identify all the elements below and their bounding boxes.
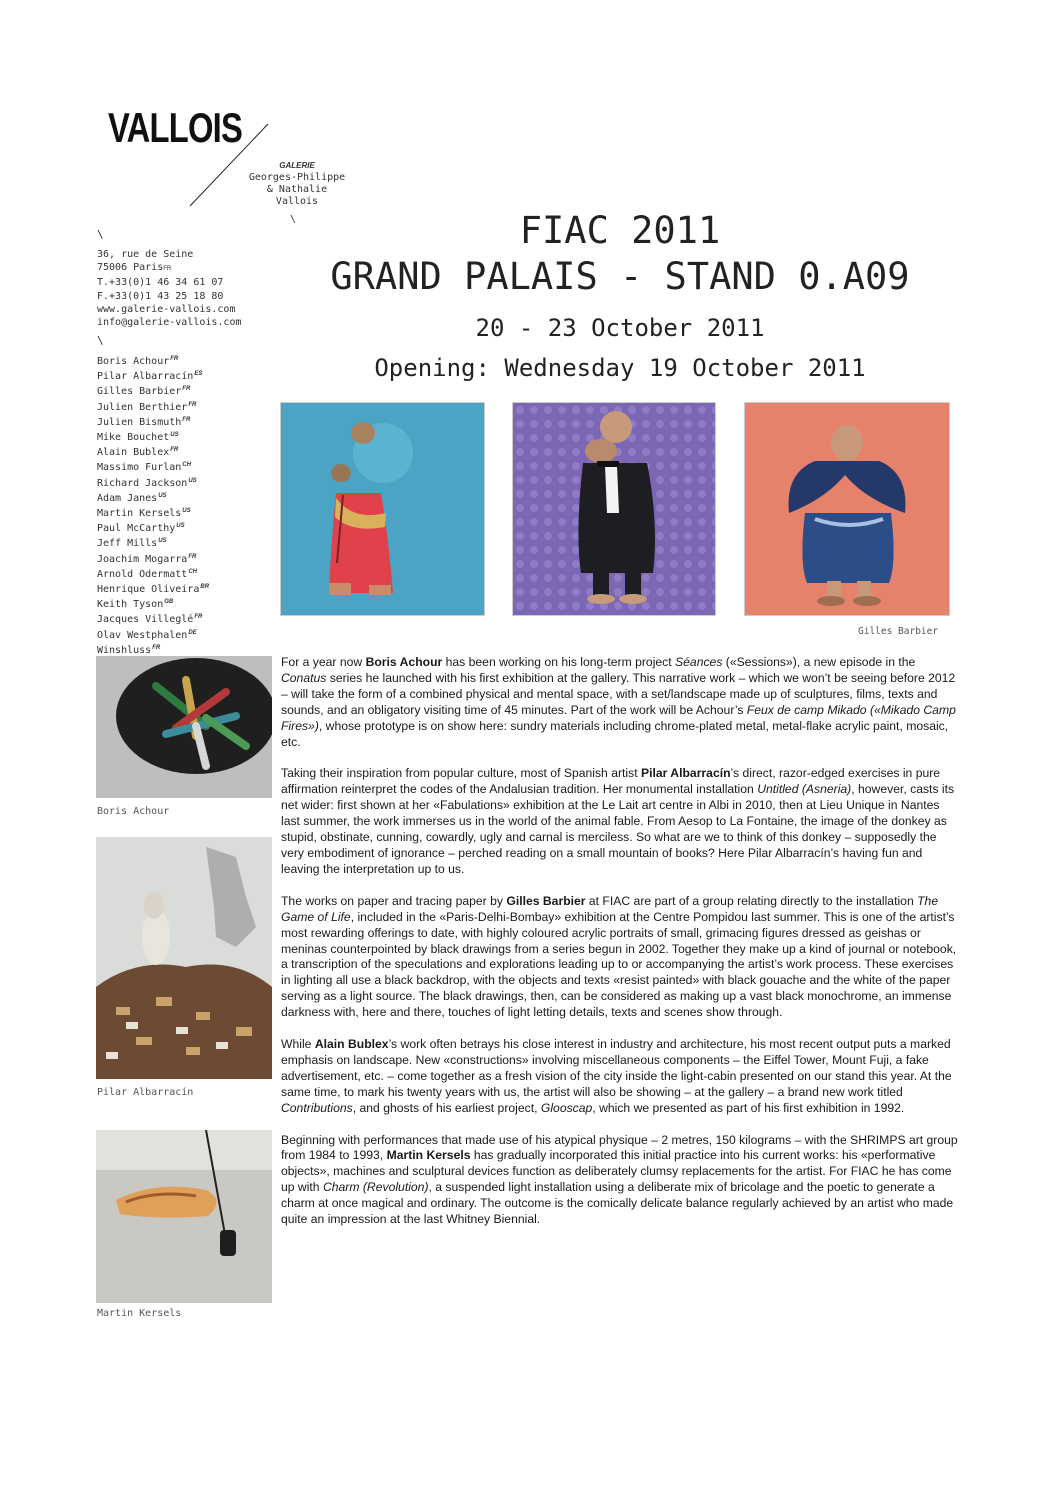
address-street: 36, rue de Seine <box>97 249 194 260</box>
country-code: CH <box>188 568 197 575</box>
text: , however, casts its net wider: first shown at her «Fabulations» exhibition at the Le Lait art centre in Albi in 2010, then at Lieu Unique in Nantes last summer, the work immerses us in the world of the animal fable. From Aesop to La Fontaine, the image of the donkey as stupid, obstinate, cunning, cowardly, ugly and carnal is merciless. So what are we to think of this donkey – supposedly the very embodiment of ignorance – perched reading on a small mountain of books? Here Pilar Albarracín’s having fun and leaving the interpretation up to us. <box>281 782 955 876</box>
text: , and ghosts of his earliest project, <box>352 1100 541 1115</box>
artist-list-item[interactable] <box>97 611 209 626</box>
artist-name: Gilles Barbier <box>97 386 182 398</box>
artwork-donkey-image <box>96 837 272 1079</box>
fax-number: F.+33(0)1 43 25 18 80 <box>97 290 224 302</box>
country-code: FR <box>188 401 197 408</box>
artist-name: Massimo Furlan <box>97 462 182 474</box>
owner-line-2: & Nathalie <box>266 184 328 195</box>
country-code: US <box>170 432 179 439</box>
artist-name: Arnold Odermatt <box>97 568 188 580</box>
artwork-geisha-image <box>280 402 485 616</box>
country-tag: FR <box>163 266 172 273</box>
artist-list-item[interactable] <box>97 383 209 398</box>
artwork-mikado-image <box>96 656 272 798</box>
paragraph-alain-bublex <box>281 1037 958 1117</box>
artist-list-item[interactable] <box>97 642 209 657</box>
artist-name: Richard Jackson <box>97 477 188 489</box>
text: at FIAC are part of a group relating directly to the installation <box>585 893 918 908</box>
artist-list-item[interactable] <box>97 368 209 383</box>
artist-name: Alain Bublex <box>314 1037 389 1052</box>
artist-name: Martin Kersels <box>97 508 182 520</box>
text: ’s work often betrays his close interest in industry and architecture, his most recent output puts a marked emphasis on landscape. New «constructions» involving miscellaneous components – the Eiffel Tower, Mount Fuji, a fake advertisement, etc. – come together as a fresh vision of the city inside the light-cabin presented on our stand this year. At the same time, to mark his twenty years with us, the artist will also be showing – at the gallery – a brand new work titled <box>281 1037 952 1099</box>
country-code: CH <box>182 462 191 469</box>
artist-list-item[interactable] <box>97 520 209 535</box>
country-code: US <box>176 523 185 530</box>
owner-line-3: Vallois <box>275 196 319 207</box>
artist-list-item[interactable] <box>97 444 209 459</box>
artwork-title: Feux de camp Mikado («Mikado Camp Fires») <box>281 702 956 733</box>
artist-name: Gilles Barbier <box>506 893 586 908</box>
paragraph-martin-kersels <box>281 1133 958 1228</box>
country-code: US <box>158 492 167 499</box>
website-link[interactable]: www.galerie-vallois.com <box>97 303 236 315</box>
artist-name: Boris Achour <box>97 356 170 367</box>
artist-name: Mike Bouchet <box>97 432 170 444</box>
image-caption: Boris Achour <box>97 806 170 817</box>
artist-list-item[interactable] <box>97 566 209 581</box>
artist-name: Julien Berthier <box>97 401 188 413</box>
artist-list-item[interactable] <box>97 475 209 490</box>
country-code: GB <box>164 599 174 606</box>
contact-block <box>97 248 242 329</box>
artist-list <box>97 353 209 672</box>
text: ’s direct, razor-edged exercises in pure affirmation reinterpret the codes of the Andalusian tradition. Her monumental installation <box>281 766 941 797</box>
text: , which we presented as part of his first exhibition in 1992. <box>592 1100 905 1115</box>
artist-name: Martin Kersels <box>386 1148 471 1163</box>
text: Beginning with performances that made use of his atypical physique – 2 metres, 150 kilograms – with the SHRIMPS art group from 1984 to 1993, <box>281 1132 958 1163</box>
text: has been working on his long-term project <box>442 655 676 669</box>
artist-name: Jeff Mills <box>97 538 158 550</box>
artist-list-item[interactable] <box>97 353 209 368</box>
text: («Sessions»), a new episode in the <box>722 655 916 669</box>
artist-list-item[interactable] <box>97 459 209 474</box>
text: Taking their inspiration from popular culture, most of Spanish artist <box>281 766 641 781</box>
event-opening: Opening: Wednesday 19 October 2011 <box>374 354 866 382</box>
artist-name: Henrique Oliveira <box>97 584 200 596</box>
text: While <box>281 1037 315 1052</box>
artist-name: Jacques Villeglé <box>97 614 194 626</box>
email-link[interactable]: info@galerie-vallois.com <box>97 317 242 329</box>
paragraph-pilar-albarracin <box>281 766 958 877</box>
image-caption: Gilles Barbier <box>858 626 939 637</box>
text: For a year now <box>281 655 366 669</box>
country-code: FR <box>194 614 203 621</box>
artist-name: Winshluss <box>97 644 152 656</box>
artwork-menina-image <box>744 402 950 616</box>
artist-name: Paul McCarthy <box>97 523 176 535</box>
phone-number: T.+33(0)1 46 34 61 07 <box>97 277 224 289</box>
country-code: FR <box>188 553 197 560</box>
country-code: DE <box>188 629 197 636</box>
artist-list-item[interactable] <box>97 535 209 550</box>
country-code: BR <box>200 584 210 591</box>
artwork-tuxedo-image <box>512 402 716 616</box>
artist-name: Alain Bublex <box>97 447 170 459</box>
artist-name: Julien Bismuth <box>97 416 182 428</box>
event-venue: GRAND PALAIS - STAND 0.A09 <box>330 255 910 298</box>
backslash-mark: \ <box>97 228 104 241</box>
artwork-title: Contributions <box>281 1100 353 1115</box>
artist-list-item[interactable] <box>97 490 209 505</box>
artist-list-item[interactable] <box>97 627 209 642</box>
country-code: FR <box>182 386 191 393</box>
country-code: FR <box>170 447 179 454</box>
text: , included in the «Paris-Delhi-Bombay» exhibition at the Centre Pompidou last summer. This is one of the artist’s most rewarding offerings to date, with highly coloured acrylic portraits of small, grimacing figures dressed as geishas or meninas counterpointed by black drawings from a series begun in 2002. Together they make up a kind of journal or notebook, a transcription of the speculations and explorations leading up to or accompanying the artist’s work process. These exercises in lighting all use a black backdrop, with the objects and texts «resist painted» with black gouache and the white of the paper serving as a light source. The black drawings, then, can be considered as making up a vast black monochrome, an immense darkness with, here and there, touches of light letting details, texts and scenes show through. <box>281 909 957 1020</box>
gallery-logo: VALLOIS <box>108 104 243 151</box>
country-code: ES <box>194 371 203 378</box>
text: , whose prototype is on show here: sundry materials including chrome-plated metal, metal-flake acrylic paint, mosaic, etc. <box>281 718 949 749</box>
artwork-charm-image <box>96 1130 272 1303</box>
artist-name: Olav Westphalen <box>97 629 188 641</box>
event-dates: 20 - 23 October 2011 <box>475 314 765 342</box>
galerie-label: GALERIE <box>279 161 315 170</box>
artist-list-item[interactable] <box>97 505 209 520</box>
country-code: FR <box>170 356 179 362</box>
artist-list-item[interactable] <box>97 399 209 414</box>
artist-list-item[interactable] <box>97 414 209 429</box>
artwork-title: The Game of Life <box>281 893 939 924</box>
text: , a suspended light installation using a deliberate mix of bricolage and the poetic to generate a charm at once magical and ordinary. The outcome is the comically delicate balance regularly achieved by an artist who made quite an impression at the last Whitney Biennial. <box>281 1180 954 1227</box>
image-caption: Pilar Albarracín <box>97 1087 194 1098</box>
artist-list-item[interactable] <box>97 596 209 611</box>
artwork-title: Séances <box>675 655 723 669</box>
artist-name: Adam Janes <box>97 492 158 504</box>
text: The works on paper and tracing paper by <box>281 893 507 908</box>
artist-list-item[interactable] <box>97 551 209 566</box>
artwork-title: Charm (Revolution) <box>322 1180 429 1195</box>
series-title: Conatus <box>281 670 327 685</box>
backslash-mark: \ <box>97 334 104 347</box>
artwork-title: Untitled (Asneria) <box>757 782 852 797</box>
artist-name: Joachim Mogarra <box>97 553 188 565</box>
owner-line-1: Georges-Philippe <box>248 172 346 183</box>
country-code: FR <box>182 416 191 423</box>
press-release-body <box>281 655 958 1244</box>
artist-name: Boris Achour <box>365 655 443 669</box>
event-headline <box>280 208 960 382</box>
country-code: US <box>182 508 191 515</box>
project-title: Glooscap <box>540 1100 593 1115</box>
event-title: FIAC 2011 <box>519 209 721 252</box>
country-code: US <box>188 477 197 484</box>
backslash-mark: \ <box>290 214 297 225</box>
artist-name: Pilar Albarracín <box>640 766 731 781</box>
paragraph-gilles-barbier <box>281 894 958 1021</box>
address-city: 75006 ParisFR <box>97 262 172 274</box>
text: series he launched with his first exhibition at the gallery. This narrative work – which we won’t be seeing before 2012 – will take the form of a combined physical and mental space, with a set/landscape made up of sculptures, films, texts and sounds, and an obligatory visiting time of 45 minutes. Part of the work will be Achour’s <box>281 670 956 717</box>
gallery-owners <box>232 160 362 208</box>
artist-name: Pilar Albarracín <box>97 371 194 383</box>
artist-name: Keith Tyson <box>97 599 164 611</box>
text: has gradually incorporated this initial practice into his current works: his «performative objects», machines and sculptural devices function as deliberately clumsy replacements for the artist. For FIAC he has come up with <box>281 1148 952 1195</box>
country-code: US <box>158 538 167 545</box>
artist-list-item[interactable] <box>97 581 209 596</box>
paragraph-boris-achour <box>281 655 958 750</box>
image-caption: Martin Kersels <box>97 1308 182 1319</box>
artist-list-item[interactable] <box>97 429 209 444</box>
country-code: FR <box>152 644 161 651</box>
